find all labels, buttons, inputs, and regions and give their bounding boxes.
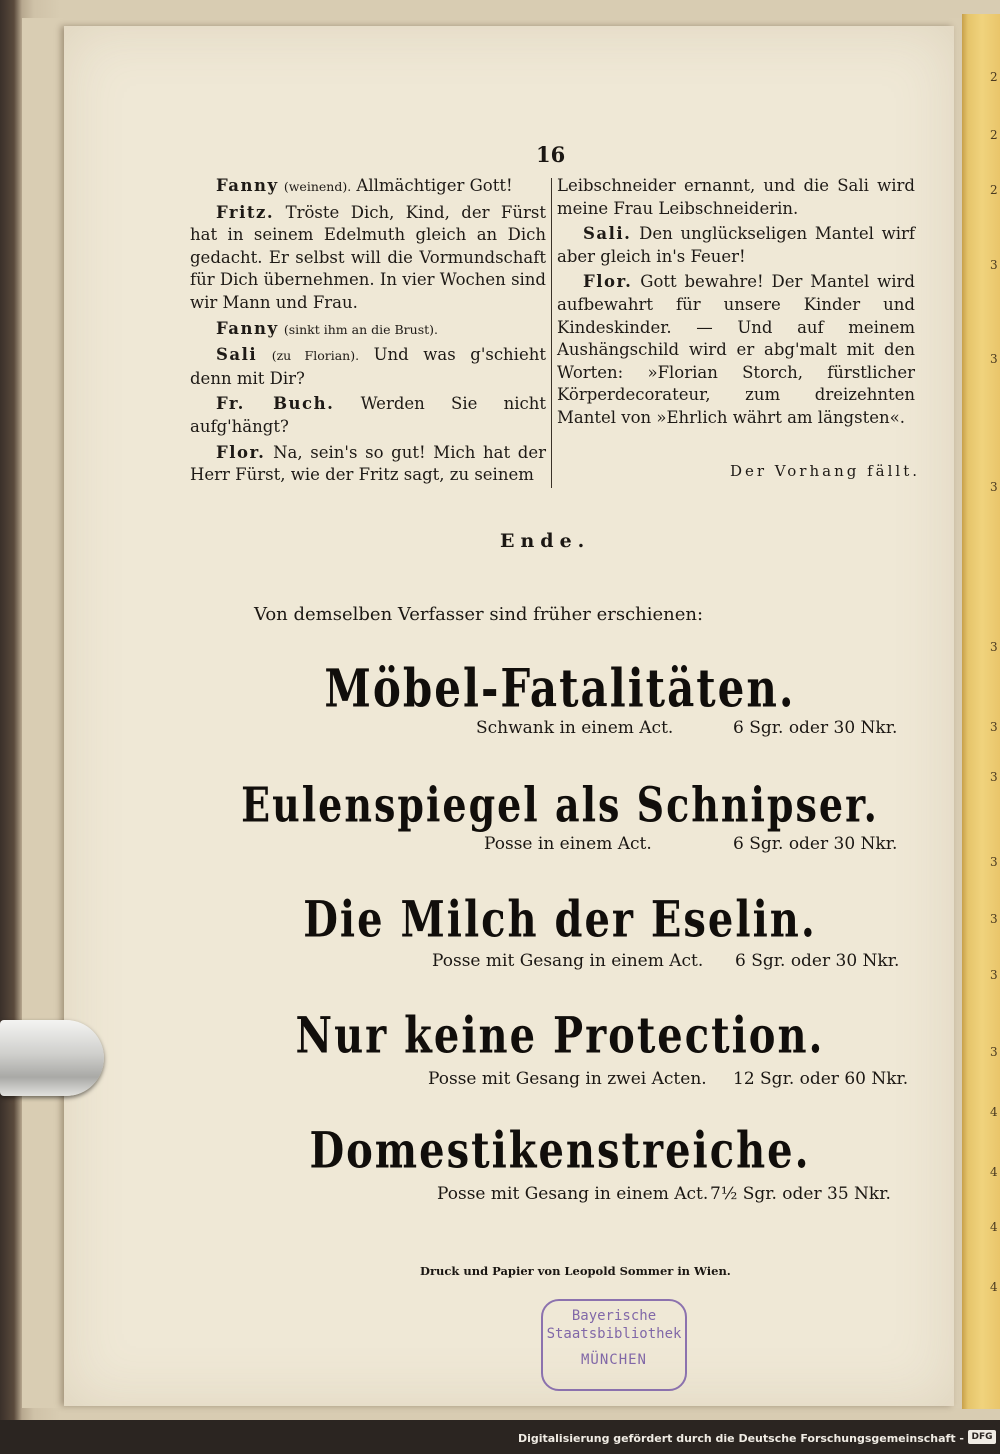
- footer-text: Digitalisierung gefördert durch die Deutsche Forschungsgemeinschaft -: [517, 1432, 964, 1445]
- announcement-line: Von demselben Verfasser sind früher erschienen:: [254, 604, 704, 625]
- stamp-line: Staatsbibliothek: [546, 1326, 682, 1342]
- work-title: Domestikenstreiche.: [309, 1121, 811, 1180]
- dfg-logo: DFG: [968, 1430, 996, 1444]
- digitization-footer: [0, 1420, 1000, 1454]
- dialogue-text: Na, sein's so gut! Mich hat der Herr Fürst, wie der Fritz sagt, zu seinem: [190, 442, 546, 485]
- page-clip: [0, 1020, 104, 1096]
- work-genre: Posse mit Gesang in einem Act.: [432, 951, 704, 971]
- speaker-name: Fritz.: [216, 202, 275, 222]
- dialogue-text: Allmächtiger Gott!: [351, 176, 513, 195]
- curtain-direction: Der Vorhang fällt.: [729, 462, 920, 480]
- speaker-name: Fr. Buch.: [216, 394, 335, 414]
- speaker-name: Sali: [216, 345, 258, 365]
- dialogue-line: [190, 344, 546, 390]
- work-genre: Posse mit Gesang in zwei Acten.: [428, 1069, 707, 1089]
- stage-direction: (zu Florian).: [271, 348, 360, 364]
- speaker-name: Fanny: [216, 176, 279, 195]
- dialogue-text: Tröste Dich, Kind, der Fürst hat in seinem Edelmuth gleich an Dich gedacht. Er selbst will die Vormundschaft für Dich übernehmen. In vier Wochen sind wir Mann und Frau.: [190, 202, 546, 312]
- dialogue-line: [557, 223, 915, 268]
- dialogue-line: [190, 393, 546, 438]
- work-title: Nur keine Protection.: [295, 1006, 825, 1065]
- edge-number: 4: [990, 1220, 998, 1234]
- work-price: 6 Sgr. oder 30 Nkr.: [733, 834, 898, 854]
- edge-number: 4: [990, 1165, 998, 1179]
- edge-number: 3: [990, 258, 998, 272]
- stage-direction: (sinkt ihm an die Brust).: [283, 321, 438, 337]
- edge-number: 4: [990, 1280, 998, 1294]
- dialogue-line: [190, 175, 546, 199]
- edge-number: 2: [990, 128, 998, 142]
- stage-direction: (weinend).: [283, 179, 352, 194]
- edge-number: 3: [990, 480, 998, 494]
- edge-number: 3: [990, 912, 998, 926]
- edge-number: 3: [990, 640, 998, 654]
- work-title: Die Milch der Eselin.: [303, 890, 817, 949]
- speaker-name: Sali.: [583, 224, 632, 244]
- edge-number: 3: [990, 352, 998, 366]
- edge-number: 2: [990, 70, 998, 84]
- work-title: Eulenspiegel als Schnipser.: [241, 776, 879, 833]
- edge-number: 4: [990, 1105, 998, 1119]
- edge-number: 3: [990, 968, 998, 982]
- work-genre: Schwank in einem Act.: [476, 718, 674, 738]
- work-title: Möbel-Fatalitäten.: [324, 657, 796, 720]
- stamp-line: MÜNCHEN: [580, 1352, 647, 1368]
- edge-number: 2: [990, 183, 998, 197]
- left-column: [190, 175, 546, 490]
- work-price: 6 Sgr. oder 30 Nkr.: [733, 718, 898, 738]
- column-divider: [551, 178, 552, 488]
- dialogue-continuation: Leibschneider ernannt, und die Sali wird meine Frau Leibschneiderin.: [557, 176, 915, 218]
- edge-number: 3: [990, 855, 998, 869]
- work-price: 6 Sgr. oder 30 Nkr.: [735, 951, 900, 971]
- dialogue-line: [557, 271, 915, 429]
- work-genre: Posse mit Gesang in einem Act.: [437, 1184, 709, 1204]
- printer-imprint: Druck und Papier von Leopold Sommer in Wien.: [420, 1264, 731, 1278]
- edge-number: 3: [990, 1045, 998, 1059]
- dialogue-text: Und was g'schieht denn mit Dir?: [190, 345, 546, 388]
- next-page-edge: [962, 14, 1000, 1409]
- work-price: 12 Sgr. oder 60 Nkr.: [733, 1069, 909, 1089]
- work-genre: Posse in einem Act.: [484, 834, 652, 854]
- dialogue-line: [190, 202, 546, 315]
- dialogue-text: Den unglückseligen Mantel wirf aber gleich in's Feuer!: [557, 224, 915, 266]
- dialogue-line: [190, 318, 546, 342]
- work-price: 7½ Sgr. oder 35 Nkr.: [710, 1184, 891, 1204]
- dialogue-text: Werden Sie nicht aufg'hängt?: [190, 394, 547, 436]
- speaker-name: Flor.: [583, 272, 633, 292]
- stamp-line: Bayerische: [571, 1308, 657, 1324]
- speaker-name: Flor.: [216, 442, 266, 462]
- dialogue-text: Gott bewahre! Der Mantel wird aufbewahrt für unsere Kinder und Kindeskinder. — Und auf meinem Aushängschild wird er abg'malt mit den Worten: »Florian Storch, fürstlicher Körperdecorateur, zum dreizehnten Mantel von »Ehrlich währt am längsten«.: [557, 272, 915, 427]
- speaker-name: Fanny: [216, 318, 279, 338]
- ende-heading: Ende.: [500, 530, 591, 552]
- right-column: [557, 175, 915, 433]
- edge-number: 3: [990, 720, 998, 734]
- library-stamp: [541, 1299, 687, 1391]
- dialogue-line: [190, 442, 546, 487]
- page-number: 16: [536, 142, 566, 167]
- edge-number: 3: [990, 770, 998, 784]
